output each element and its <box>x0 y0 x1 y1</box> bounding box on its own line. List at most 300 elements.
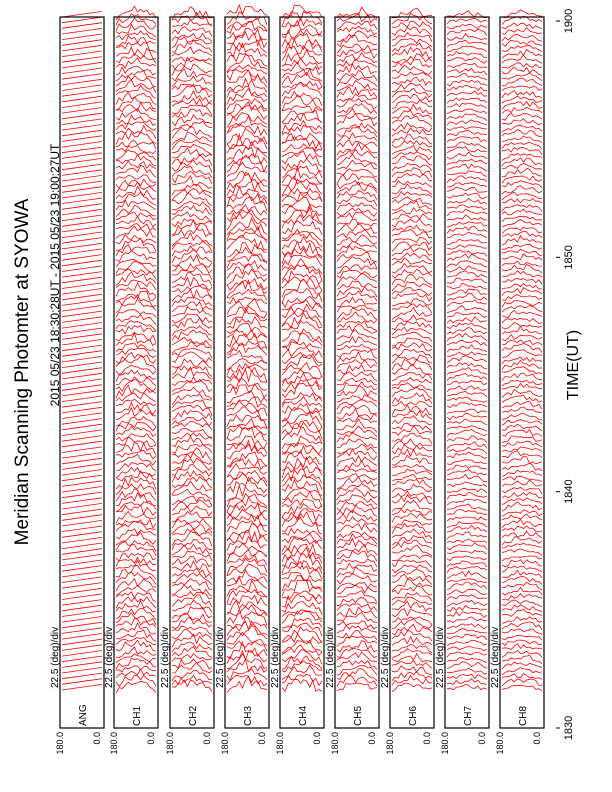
trace-ch3-36 <box>227 474 267 487</box>
trace-ch8-79 <box>502 236 542 246</box>
trace-ch1-48 <box>116 408 156 420</box>
trace-ch6-48 <box>392 411 432 419</box>
trace-ang-110 <box>62 62 102 68</box>
trace-ch2-67 <box>172 302 212 312</box>
trace-ch6-119 <box>392 8 432 18</box>
trace-ch8-2 <box>502 674 542 680</box>
trace-ch3-83 <box>227 210 267 222</box>
trace-ch6-98 <box>392 128 432 137</box>
trace-ch8-101 <box>502 113 542 120</box>
trace-ch4-92 <box>282 159 322 172</box>
trace-ch6-93 <box>392 156 432 165</box>
trace-ch3-19 <box>227 570 267 582</box>
trace-ch1-70 <box>116 283 156 297</box>
trace-ch8-33 <box>502 498 542 505</box>
trace-ch4-32 <box>282 499 322 508</box>
trace-ch5-94 <box>337 149 377 160</box>
trace-ch5-101 <box>337 108 377 119</box>
trace-ch6-109 <box>392 65 432 74</box>
channel-label-ch3: CH3 <box>243 705 254 726</box>
trace-ch8-110 <box>502 63 542 68</box>
trace-ang-72 <box>62 277 102 283</box>
trace-ang-6 <box>62 651 102 657</box>
channel-label-ch2: CH2 <box>188 705 199 726</box>
trace-ch8-81 <box>502 227 542 233</box>
trace-ch5-60 <box>337 344 377 350</box>
y-tick-0-ch1: 0.0 <box>146 732 156 745</box>
trace-ch1-56 <box>116 365 156 375</box>
trace-ch2-2 <box>172 671 212 681</box>
trace-ang-10 <box>62 628 102 634</box>
trace-ch6-25 <box>392 540 432 549</box>
trace-ch6-81 <box>392 225 432 232</box>
trace-ch2-14 <box>172 600 212 612</box>
trace-ch8-31 <box>502 510 542 517</box>
trace-ch8-34 <box>502 492 542 498</box>
trace-ch7-73 <box>447 271 487 278</box>
trace-ch3-111 <box>227 53 267 66</box>
trace-ch3-24 <box>227 543 267 556</box>
trace-ch2-53 <box>172 379 212 391</box>
trace-ch4-24 <box>282 544 322 558</box>
trace-ang-51 <box>62 396 102 402</box>
trace-ch6-34 <box>392 491 432 499</box>
trace-ch2-60 <box>172 342 212 353</box>
trace-ch8-67 <box>502 306 542 313</box>
trace-ang-97 <box>62 136 102 142</box>
trace-ch5-72 <box>337 274 377 286</box>
trace-ch6-114 <box>392 39 432 47</box>
trace-ang-31 <box>62 509 102 515</box>
trace-ch8-75 <box>502 261 542 266</box>
trace-ch5-65 <box>337 312 377 323</box>
trace-ch2-65 <box>172 314 212 323</box>
trace-ch8-80 <box>502 231 542 237</box>
trace-ch7-31 <box>447 509 487 514</box>
trace-ch7-92 <box>447 164 487 171</box>
trace-ch8-45 <box>502 430 542 437</box>
trace-ch7-118 <box>447 18 487 24</box>
trace-ch3-18 <box>227 577 267 588</box>
panel-ch5 <box>325 7 379 754</box>
trace-ch8-15 <box>502 600 542 607</box>
trace-ch8-41 <box>502 451 542 458</box>
trace-ch1-87 <box>116 186 156 199</box>
trace-ch6-62 <box>392 332 432 341</box>
trace-ch5-9 <box>337 631 377 640</box>
trace-ch6-94 <box>392 152 432 160</box>
trace-ang-91 <box>62 170 102 176</box>
trace-ang-56 <box>62 368 102 374</box>
trace-ch3-99 <box>227 116 267 134</box>
trace-ch8-76 <box>502 254 542 260</box>
trace-ch3-68 <box>227 297 267 304</box>
trace-ch6-56 <box>392 365 432 374</box>
trace-ch5-70 <box>337 287 377 297</box>
trace-ang-103 <box>62 102 102 108</box>
trace-ang-93 <box>62 158 102 164</box>
trace-ang-19 <box>62 577 102 583</box>
trace-ch7-82 <box>447 222 487 227</box>
trace-ch8-87 <box>502 192 542 200</box>
trace-ch5-11 <box>337 621 377 629</box>
trace-ch4-53 <box>282 380 322 392</box>
trace-ch7-93 <box>447 159 487 165</box>
trace-ch3-95 <box>227 142 267 154</box>
trace-ch2-9 <box>172 630 212 640</box>
trace-ch7-34 <box>447 492 487 499</box>
trace-ch2-64 <box>172 318 212 329</box>
trace-ch7-103 <box>447 103 487 108</box>
trace-ch4-114 <box>282 34 322 48</box>
trace-ch5-78 <box>337 241 377 250</box>
trace-ch7-24 <box>447 550 487 554</box>
trace-ch8-88 <box>502 186 542 195</box>
channel-label-ch4: CH4 <box>298 705 309 726</box>
trace-ch3-25 <box>227 537 267 551</box>
trace-ch6-50 <box>392 401 432 407</box>
trace-ch4-54 <box>282 373 322 386</box>
trace-ch4-10 <box>282 623 322 636</box>
trace-ch3-78 <box>227 235 267 250</box>
trace-ang-76 <box>62 255 102 261</box>
trace-ch7-47 <box>447 419 487 425</box>
trace-ch7-59 <box>447 352 487 357</box>
panel-frame-ch3 <box>225 17 269 728</box>
trace-ang-82 <box>62 221 102 227</box>
trace-ch8-103 <box>502 102 542 110</box>
trace-ang-37 <box>62 475 102 481</box>
trace-ch8-117 <box>502 23 542 29</box>
trace-ch7-99 <box>447 127 487 131</box>
trace-ang-106 <box>62 85 102 91</box>
trace-ang-11 <box>62 622 102 628</box>
panel-ch4 <box>270 5 324 754</box>
trace-ch8-100 <box>502 119 542 125</box>
trace-ch7-104 <box>447 98 487 103</box>
trace-ch7-58 <box>447 356 487 364</box>
trace-ang-34 <box>62 492 102 498</box>
trace-ch1-93 <box>116 154 156 165</box>
trace-ch5-2 <box>337 669 377 681</box>
trace-ch6-28 <box>392 524 432 534</box>
trace-ch4-82 <box>282 215 322 229</box>
trace-ch4-117 <box>282 18 322 27</box>
trace-ch8-21 <box>502 566 542 572</box>
trace-ch4-72 <box>282 271 322 284</box>
trace-ch6-116 <box>392 27 432 37</box>
trace-ch1-86 <box>116 193 156 206</box>
trace-ch8-115 <box>502 34 542 41</box>
trace-ch7-0 <box>447 684 487 690</box>
chart-subtitle: 2015 05/23 18:30:28UT - 2015 05/23 19:00:27UT <box>48 143 62 407</box>
trace-ch7-83 <box>447 215 487 220</box>
trace-ch8-9 <box>502 636 542 641</box>
trace-ch7-1 <box>447 679 487 685</box>
trace-ch8-39 <box>502 463 542 471</box>
trace-ch7-14 <box>447 606 487 612</box>
trace-ch1-75 <box>116 259 156 266</box>
trace-ang-39 <box>62 464 102 470</box>
trace-ch8-24 <box>502 549 542 556</box>
y-tick-0-ch3: 0.0 <box>257 732 267 745</box>
trace-ch6-12 <box>392 617 432 625</box>
trace-ch7-94 <box>447 152 487 159</box>
trace-ch2-96 <box>172 140 212 150</box>
trace-ch4-86 <box>282 192 322 202</box>
trace-ch8-51 <box>502 395 542 402</box>
trace-ch7-7 <box>447 647 487 651</box>
trace-ang-89 <box>62 181 102 187</box>
scale-label-ang: 22.5 (deg)/div <box>50 626 61 688</box>
trace-ang-86 <box>62 198 102 204</box>
trace-ch8-50 <box>502 402 542 410</box>
trace-ch2-93 <box>172 154 212 165</box>
trace-ang-90 <box>62 175 102 181</box>
trace-ch6-47 <box>392 416 432 425</box>
trace-ch3-7 <box>227 641 267 651</box>
trace-ch1-4 <box>116 658 156 669</box>
trace-ch4-52 <box>282 383 322 398</box>
trace-ch1-96 <box>116 140 156 149</box>
trace-ch1-65 <box>116 315 156 325</box>
trace-ch6-63 <box>392 327 432 335</box>
trace-ch7-5 <box>447 658 487 663</box>
x-tick-1830: 1830 <box>563 715 575 741</box>
trace-ch7-52 <box>447 391 487 396</box>
trace-ch8-0 <box>502 685 542 691</box>
trace-ang-35 <box>62 487 102 493</box>
trace-ch7-9 <box>447 634 487 640</box>
trace-ch2-35 <box>172 481 212 495</box>
trace-ch5-27 <box>337 531 377 540</box>
trace-ch3-0 <box>227 676 267 692</box>
trace-ch7-2 <box>447 674 487 679</box>
trace-ch8-1 <box>502 679 542 686</box>
trace-ch1-8 <box>116 637 156 645</box>
channel-label-ch7: CH7 <box>463 705 474 726</box>
trace-ch4-3 <box>282 661 322 672</box>
trace-ch2-62 <box>172 330 212 341</box>
trace-ang-101 <box>62 113 102 119</box>
trace-ch2-104 <box>172 91 212 103</box>
trace-ch7-16 <box>447 595 487 600</box>
trace-ch1-14 <box>116 601 156 612</box>
trace-ch6-86 <box>392 197 432 205</box>
x-axis-label: TIME(UT) <box>565 329 582 401</box>
trace-ch3-47 <box>227 415 267 428</box>
trace-ch8-95 <box>502 147 542 154</box>
trace-ch6-8 <box>392 637 432 646</box>
trace-ch5-95 <box>337 143 377 156</box>
trace-ch1-119 <box>116 6 156 20</box>
trace-ch4-28 <box>282 517 322 534</box>
trace-ang-33 <box>62 498 102 504</box>
trace-ang-21 <box>62 566 102 572</box>
trace-ch8-55 <box>502 373 542 381</box>
trace-ch7-86 <box>447 198 487 204</box>
trace-ch2-46 <box>172 421 212 430</box>
trace-ch4-22 <box>282 554 322 570</box>
trace-ch6-89 <box>392 181 432 188</box>
trace-ch1-60 <box>116 343 156 352</box>
trace-ch7-72 <box>447 278 487 283</box>
trace-ch8-43 <box>502 441 542 447</box>
trace-ch8-49 <box>502 407 542 413</box>
trace-ch5-64 <box>337 321 377 331</box>
trace-ch7-78 <box>447 245 487 249</box>
trace-ch7-60 <box>447 345 487 352</box>
trace-ang-114 <box>62 40 102 46</box>
trace-ch2-24 <box>172 544 212 555</box>
y-tick-180-ch4: 180.0 <box>275 732 285 755</box>
trace-ang-105 <box>62 91 102 97</box>
panel-ch3 <box>215 5 269 755</box>
trace-ch6-6 <box>392 649 432 659</box>
trace-ch1-82 <box>116 217 156 227</box>
trace-ch7-50 <box>447 403 487 408</box>
trace-ch2-117 <box>172 20 212 27</box>
trace-ch1-5 <box>116 654 156 663</box>
channel-label-ch1: CH1 <box>132 705 143 726</box>
trace-ang-53 <box>62 385 102 391</box>
trace-ch7-29 <box>447 522 487 528</box>
trace-ch6-1 <box>392 676 432 686</box>
trace-ch8-42 <box>502 447 542 452</box>
trace-ch5-86 <box>337 196 377 206</box>
trace-ch1-61 <box>116 333 156 346</box>
trace-ch2-69 <box>172 289 212 301</box>
trace-ang-16 <box>62 594 102 600</box>
trace-ang-107 <box>62 79 102 85</box>
trace-ch7-61 <box>447 340 487 346</box>
trace-ch1-108 <box>116 71 156 82</box>
trace-ch1-69 <box>116 291 156 301</box>
trace-ch3-109 <box>227 65 267 74</box>
trace-ch6-46 <box>392 423 432 432</box>
trace-ch8-35 <box>502 487 542 494</box>
trace-ang-74 <box>62 266 102 272</box>
trace-ch8-90 <box>502 176 542 183</box>
trace-ang-50 <box>62 402 102 408</box>
trace-ch7-65 <box>447 317 487 323</box>
trace-ch7-41 <box>447 452 487 458</box>
trace-ch1-114 <box>116 36 156 46</box>
trace-ch6-23 <box>392 555 432 561</box>
trace-ch8-82 <box>502 220 542 227</box>
trace-ang-13 <box>62 611 102 617</box>
trace-ch1-47 <box>116 417 156 428</box>
trace-ch8-12 <box>502 617 542 624</box>
scale-label-ch6: 22.5 (deg)/div <box>380 626 391 688</box>
trace-ch8-6 <box>502 651 542 658</box>
trace-ch8-105 <box>502 91 542 99</box>
trace-ch8-44 <box>502 436 542 443</box>
trace-ch2-86 <box>172 193 212 205</box>
panel-ch1 <box>104 6 158 754</box>
trace-ang-80 <box>62 232 102 238</box>
scale-label-ch4: 22.5 (deg)/div <box>270 626 281 688</box>
trace-ch4-108 <box>282 68 322 81</box>
trace-ch2-8 <box>172 634 212 647</box>
trace-ang-4 <box>62 662 102 668</box>
trace-ch6-19 <box>392 574 432 584</box>
trace-ch7-106 <box>447 85 487 91</box>
trace-ch8-106 <box>502 86 542 91</box>
trace-ch8-60 <box>502 343 542 352</box>
trace-ch4-87 <box>282 189 322 202</box>
trace-ang-18 <box>62 583 102 589</box>
trace-ang-77 <box>62 249 102 255</box>
trace-ch7-53 <box>447 386 487 392</box>
trace-ch8-25 <box>502 543 542 548</box>
trace-ch2-92 <box>172 160 212 172</box>
trace-ch6-68 <box>392 299 432 306</box>
trace-ch4-27 <box>282 529 322 540</box>
trace-ch5-48 <box>337 409 377 420</box>
x-tick-1900: 1900 <box>563 8 575 34</box>
trace-ang-17 <box>62 588 102 594</box>
trace-ch8-113 <box>502 45 542 51</box>
trace-ang-1 <box>62 679 102 685</box>
trace-ch5-76 <box>337 252 377 261</box>
trace-ch8-72 <box>502 278 542 285</box>
trace-ch8-65 <box>502 318 542 323</box>
trace-ch7-68 <box>447 300 487 307</box>
trace-ch7-113 <box>447 46 487 52</box>
trace-ch2-54 <box>172 377 212 385</box>
trace-ang-45 <box>62 430 102 436</box>
trace-ch4-44 <box>282 427 322 444</box>
trace-ang-71 <box>62 283 102 289</box>
trace-ch1-41 <box>116 451 156 460</box>
trace-ch2-40 <box>172 453 212 465</box>
trace-ch4-83 <box>282 207 322 223</box>
trace-ch8-16 <box>502 594 542 601</box>
y-tick-180-ch1: 180.0 <box>109 732 119 755</box>
trace-ch7-43 <box>447 442 487 449</box>
trace-ch7-81 <box>447 227 487 234</box>
trace-ch7-62 <box>447 333 487 341</box>
trace-ch7-23 <box>447 556 487 561</box>
trace-ch5-52 <box>337 386 377 396</box>
trace-ch7-70 <box>447 289 487 295</box>
trace-ch8-52 <box>502 390 542 398</box>
trace-ch7-71 <box>447 283 487 289</box>
trace-ch8-57 <box>502 360 542 369</box>
trace-ang-32 <box>62 503 102 509</box>
trace-ch1-46 <box>116 422 156 431</box>
trace-ch1-100 <box>116 115 156 125</box>
trace-ch7-18 <box>447 582 487 589</box>
trace-ch8-14 <box>502 605 542 612</box>
trace-ch3-44 <box>227 427 267 441</box>
channel-label-ch8: CH8 <box>518 705 529 726</box>
trace-ch8-111 <box>502 55 542 64</box>
trace-ch8-108 <box>502 73 542 81</box>
trace-ch8-91 <box>502 169 542 177</box>
trace-ch1-94 <box>116 150 156 160</box>
trace-ch2-55 <box>172 367 212 379</box>
trace-ch5-30 <box>337 510 377 521</box>
trace-ch2-37 <box>172 471 212 483</box>
trace-ch4-115 <box>282 30 322 39</box>
trace-ch5-89 <box>337 180 377 189</box>
trace-ang-52 <box>62 390 102 396</box>
trace-ang-112 <box>62 51 102 57</box>
trace-ch7-75 <box>447 261 487 267</box>
trace-ang-24 <box>62 549 102 555</box>
